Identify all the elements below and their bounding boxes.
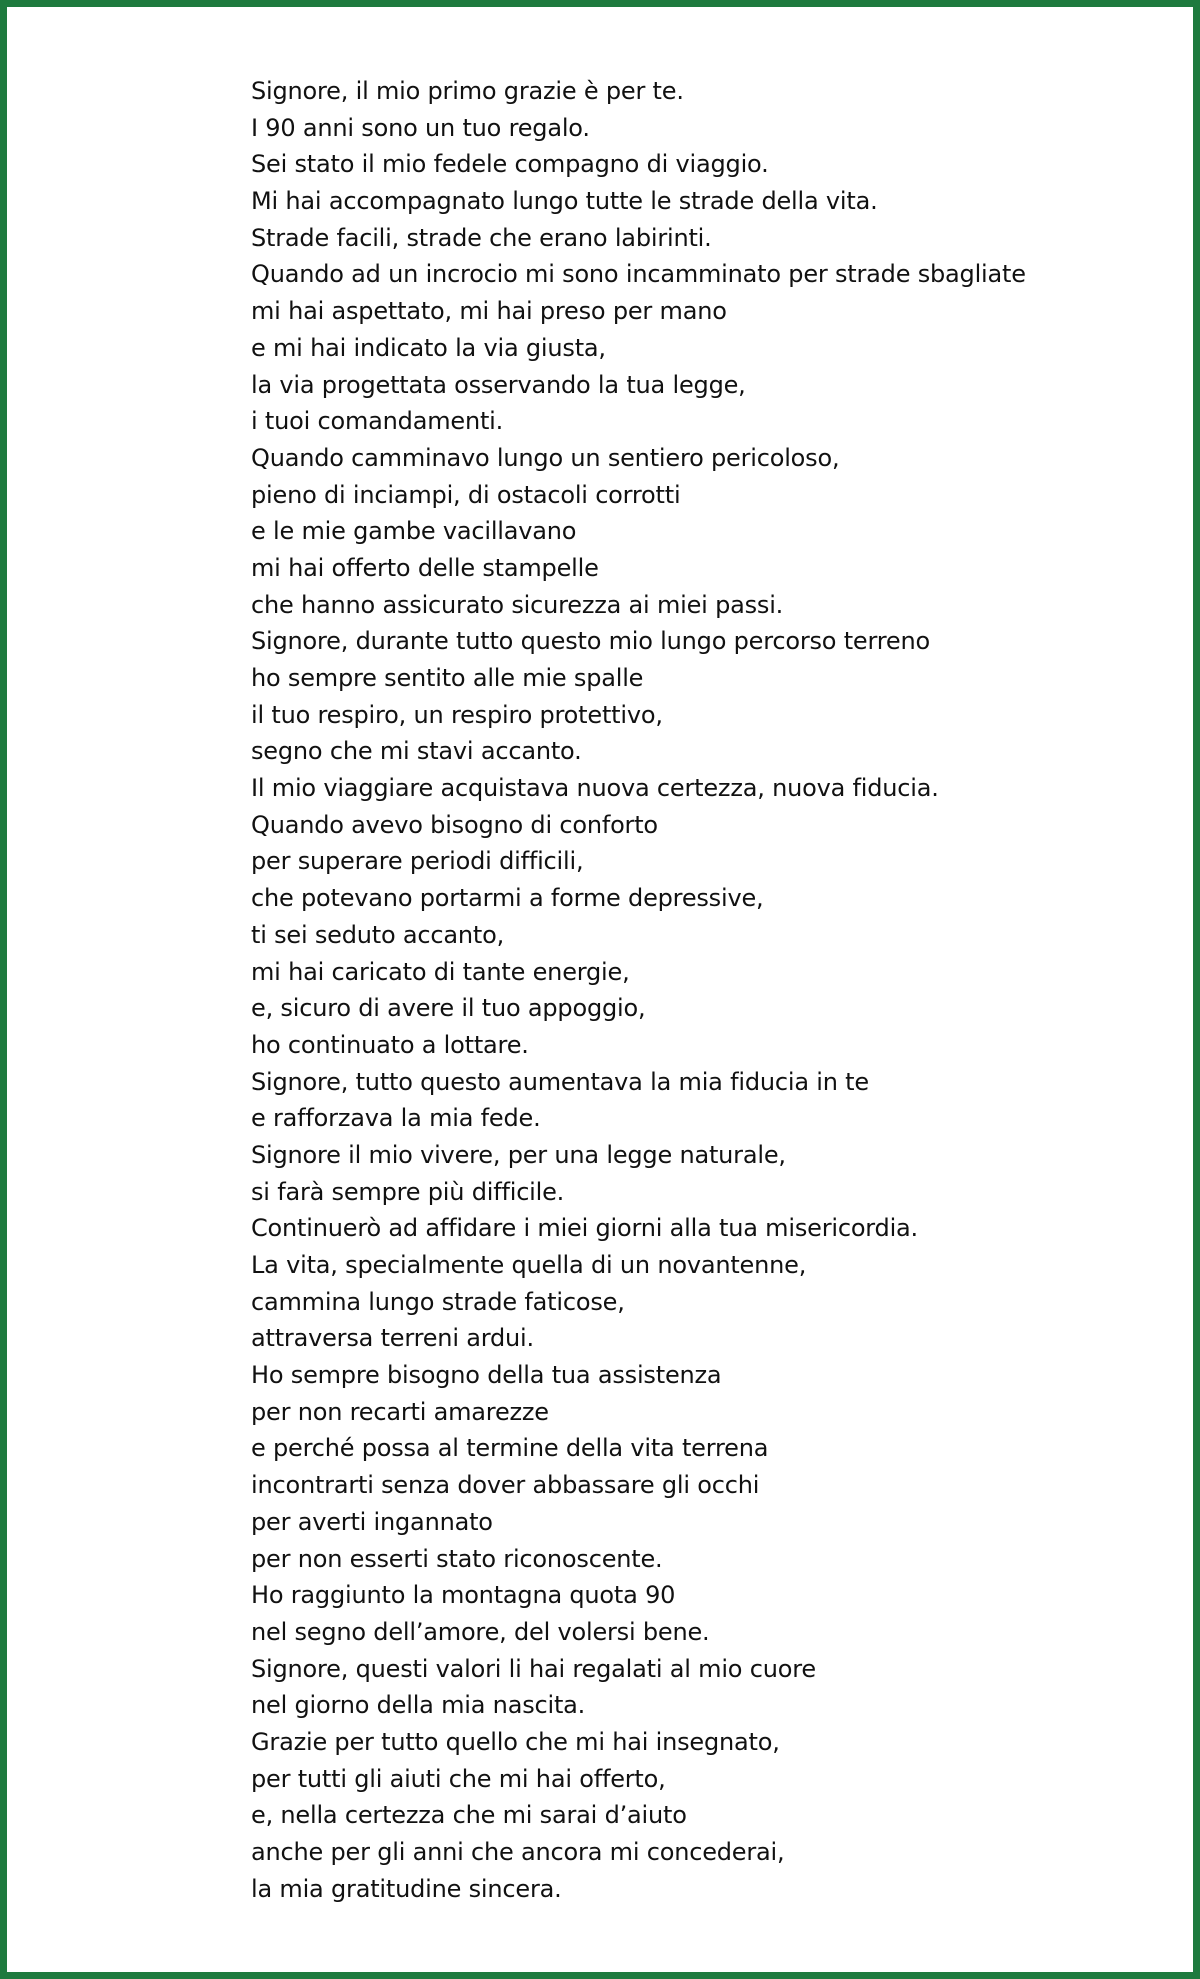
poem-line: che potevano portarmi a forme depressive, [251, 884, 764, 913]
poem-line: e, nella certezza che mi sarai d’aiuto [251, 1801, 687, 1830]
poem-line: e, sicuro di avere il tuo appoggio, [251, 994, 646, 1023]
poem-line: il tuo respiro, un respiro protettivo, [251, 700, 663, 729]
poem-line: Sei stato il mio fedele compagno di viaggio. [251, 150, 769, 179]
poem-line: e rafforzava la mia fede. [251, 1104, 541, 1133]
poem-line: la via progettata osservando la tua legge, [251, 370, 746, 399]
poem-line: ho sempre sentito alle mie spalle [251, 664, 644, 692]
poem-line: Signore, il mio primo grazie è per te. [251, 77, 684, 105]
poem-line: La vita, specialmente quella di un novantenne, [251, 1251, 807, 1279]
poem-line: che hanno assicurato sicurezza ai miei passi. [251, 590, 784, 619]
poem-line: mi hai aspettato, mi hai preso per mano [251, 297, 727, 326]
poem-line: Grazie per tutto quello che mi hai insegnato, [251, 1727, 780, 1756]
poem-line: Signore il mio vivere, per una legge naturale, [251, 1140, 786, 1169]
poem-line: e le mie gambe vacillavano [251, 517, 577, 546]
poem-line: si farà sempre più difficile. [251, 1177, 565, 1206]
poem-line: Strade facili, strade che erano labirinti. [251, 223, 712, 252]
poem-line: ho continuato a lottare. [251, 1030, 529, 1059]
poem-line: la mia gratitudine sincera. [251, 1874, 562, 1903]
poem-line: segno che mi stavi accanto. [251, 737, 582, 766]
poem-line: Signore, questi valori li hai regalati al mio cuore [251, 1654, 816, 1683]
poem-text [251, 73, 1026, 1907]
poem-line: Quando avevo bisogno di conforto [251, 810, 658, 839]
poem-line: pieno di inciampi, di ostacoli corrotti [251, 480, 681, 509]
poem-line: nel giorno della mia nascita. [251, 1691, 586, 1720]
poem-line: Ho sempre bisogno della tua assistenza [251, 1361, 722, 1390]
poem-line: cammina lungo strade faticose, [251, 1287, 625, 1316]
poem-line: per non recarti amarezze [251, 1397, 549, 1426]
poem-line: attraversa terreni ardui. [251, 1324, 534, 1353]
poem-line: Ho raggiunto la montagna quota 90 [251, 1581, 676, 1610]
poem-line: e perché possa al termine della vita terrena [251, 1434, 769, 1463]
poem-line: Quando ad un incrocio mi sono incamminato per strade sbagliate [251, 260, 1026, 289]
poem-line: mi hai offerto delle stampelle [251, 553, 599, 582]
poem-line: e mi hai indicato la via giusta, [251, 333, 606, 362]
poem-line: nel segno dell’amore, del volersi bene. [251, 1617, 710, 1646]
poem-line: i tuoi comandamenti. [251, 407, 504, 436]
poem-line: Signore, tutto questo aumentava la mia fiducia in te [251, 1067, 869, 1096]
poem-line: Quando camminavo lungo un sentiero pericoloso, [251, 443, 840, 472]
poem-line: ti sei seduto accanto, [251, 920, 505, 949]
poem-line: Continuerò ad affidare i miei giorni alla tua misericordia. [251, 1214, 918, 1243]
poem-line: anche per gli anni che ancora mi concederai, [251, 1838, 785, 1866]
poem-line: per averti ingannato [251, 1507, 493, 1536]
poem-line: Signore, durante tutto questo mio lungo percorso terreno [251, 627, 930, 656]
poem-line: per tutti gli aiuti che mi hai offerto, [251, 1764, 666, 1793]
poem-line: per superare periodi difficili, [251, 847, 584, 876]
poem-line: Mi hai accompagnato lungo tutte le strade della vita. [251, 187, 878, 216]
poem-line: Il mio viaggiare acquistava nuova certezza, nuova fiducia. [251, 774, 939, 803]
poem-line: I 90 anni sono un tuo regalo. [251, 113, 590, 142]
poem-line: incontrarti senza dover abbassare gli occhi [251, 1471, 760, 1500]
poem-line: mi hai caricato di tante energie, [251, 957, 630, 986]
poem-line: per non esserti stato riconoscente. [251, 1544, 663, 1573]
